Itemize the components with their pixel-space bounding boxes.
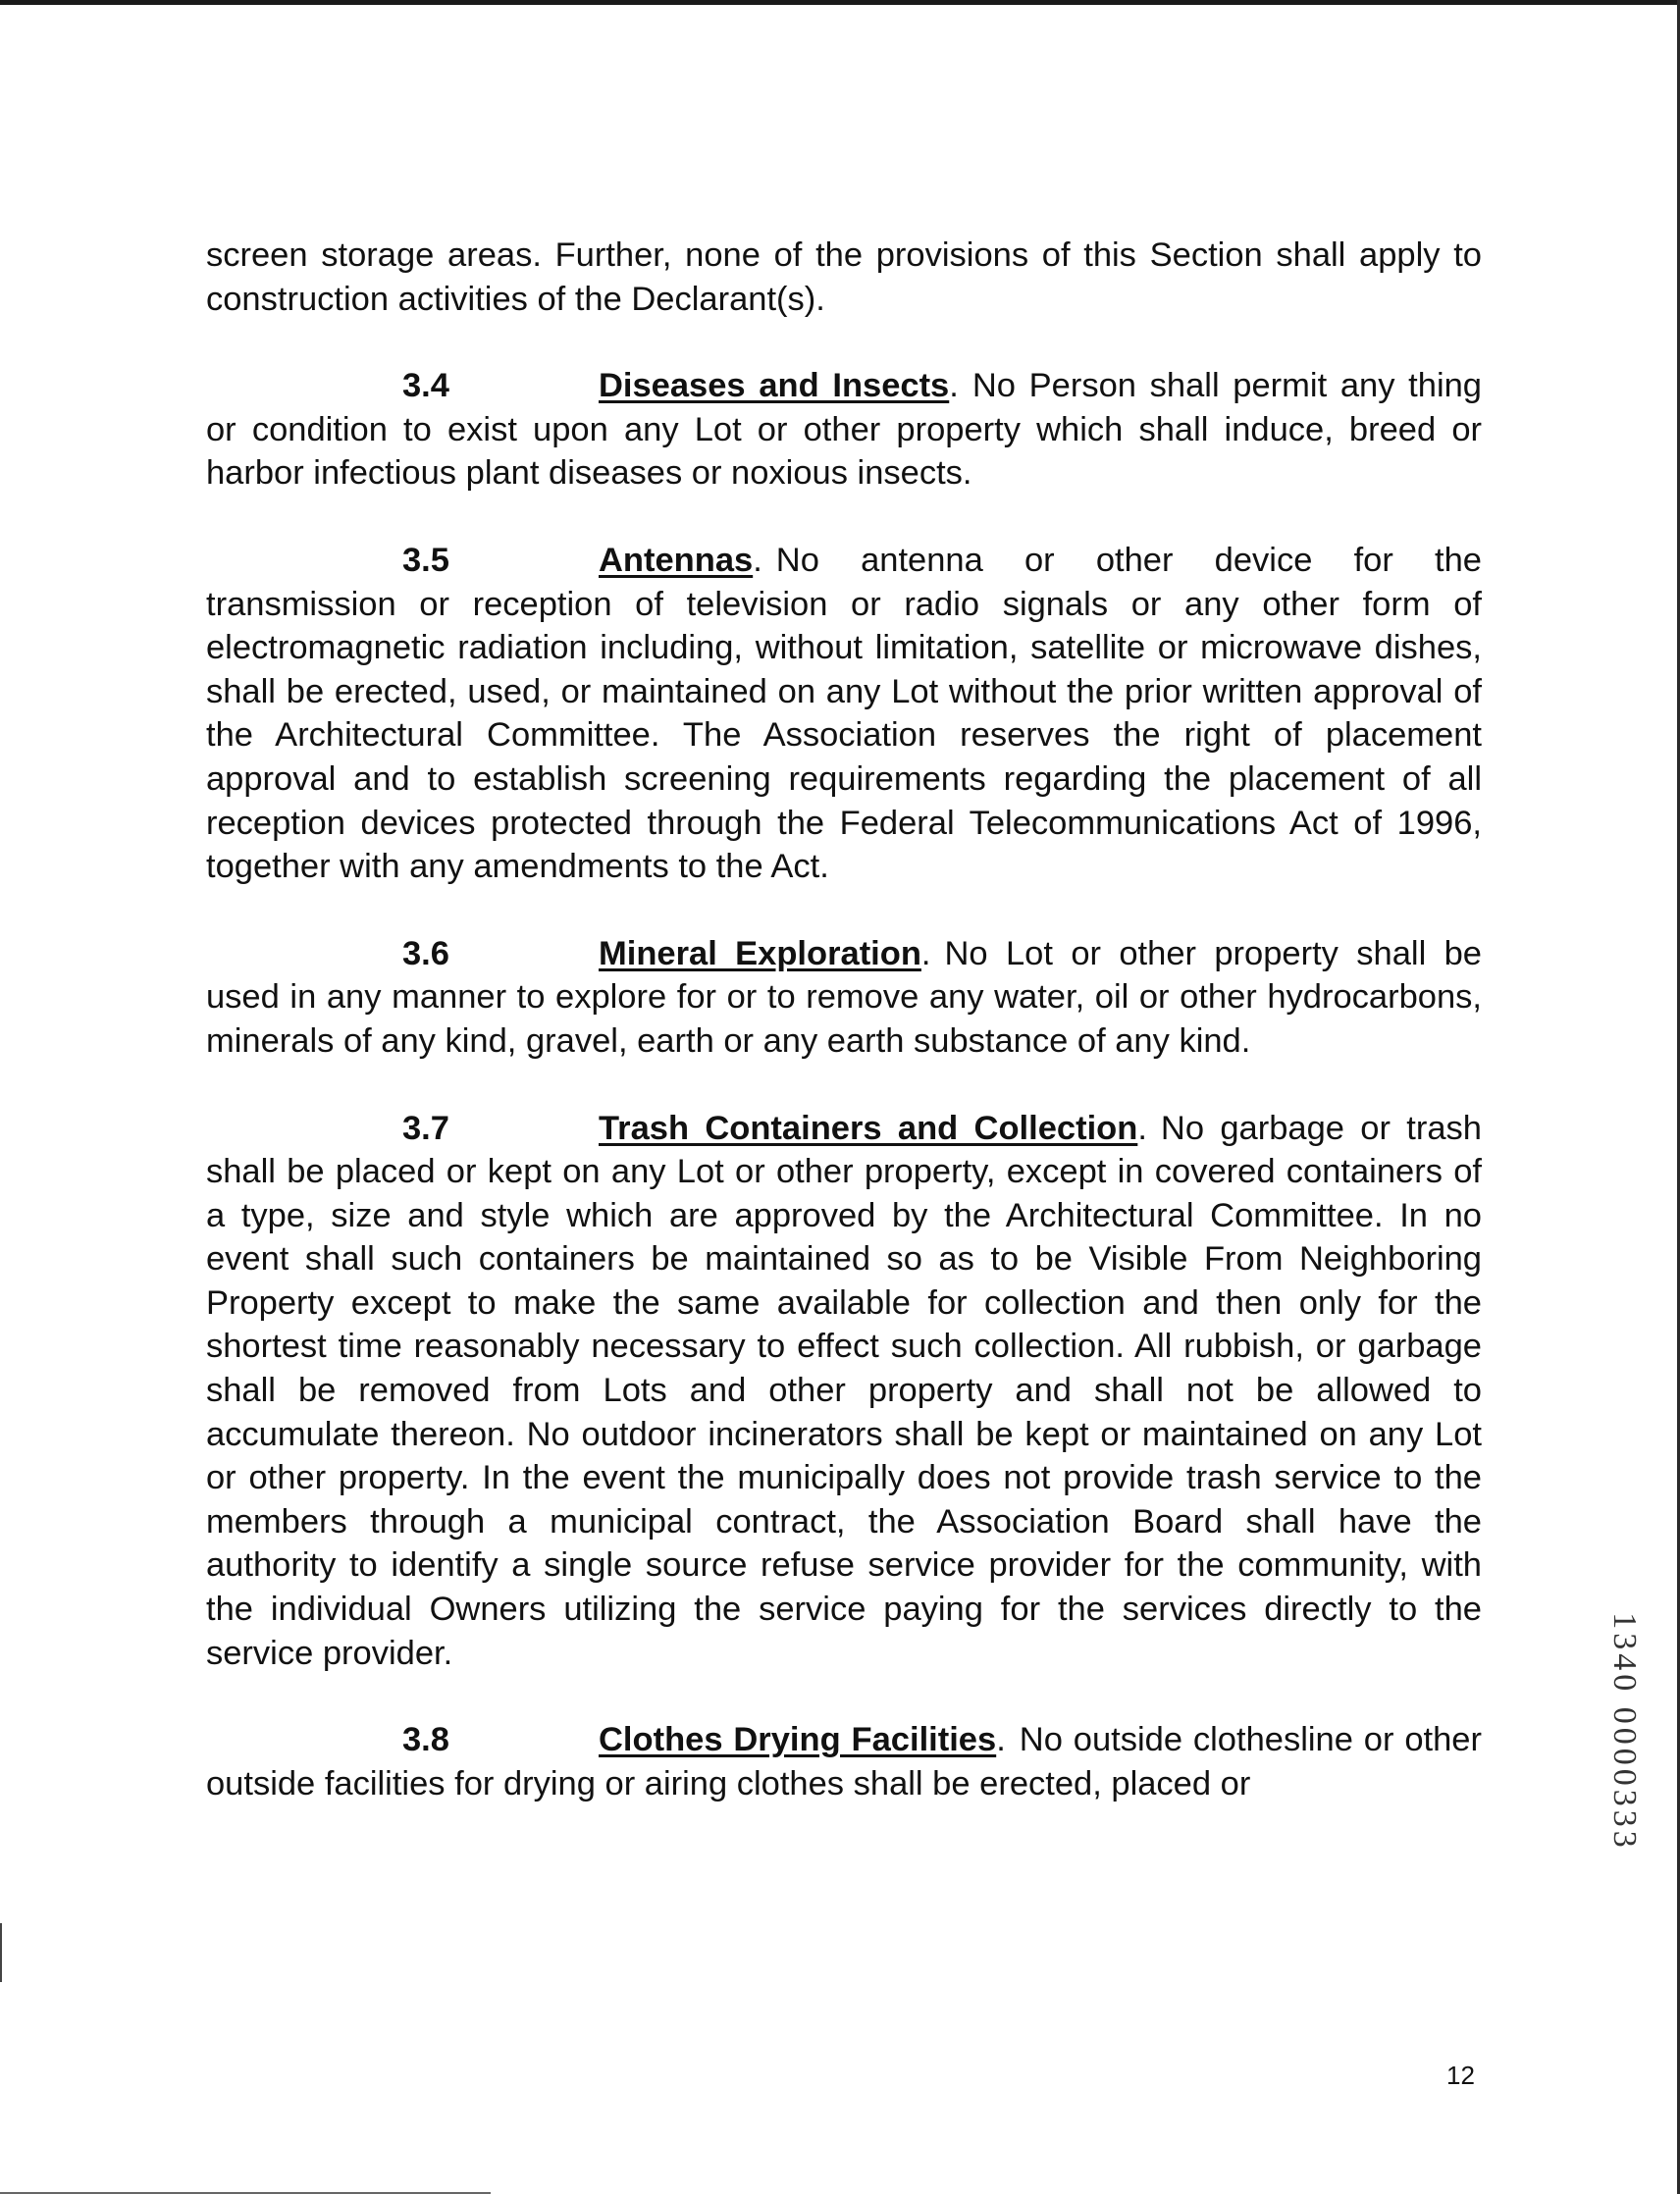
top-scan-border xyxy=(0,0,1680,5)
section-number: 3.6 xyxy=(402,934,449,972)
section-body: No antenna or other device for the transmission or reception of television or radio signals or any other form of electromagnetic radiation including, without limitation, satellite or microwave dishes, shall be erected, used, or maintained on any Lot without the prior written approval of the Architectural Committee. The Association reserves the right of placement approval and to establish screening requirements regarding the placement of all reception devices protected through the Federal Telecommunications Act of 1996, together with any amendments to the Act. xyxy=(206,541,1482,886)
title-period: . xyxy=(996,1721,1006,1759)
intro-paragraph: screen storage areas. Further, none of the provisions of this Section shall apply to construction activities of the Declarant(s). xyxy=(206,236,1482,318)
section-number: 3.4 xyxy=(402,367,449,405)
title-period: . xyxy=(753,541,762,579)
document-body xyxy=(206,234,1482,1805)
section-title: Trash Containers and Collection xyxy=(599,1109,1138,1147)
recording-stamp-number: 1340 0000333 xyxy=(1606,1612,1643,1852)
section-body: No Person shall permit any thing or condition to exist upon any Lot or other property which shall induce, breed or harbor infectious plant diseases or noxious insects. xyxy=(206,367,1482,493)
section-3-7 xyxy=(206,1107,1482,1676)
left-scan-mark xyxy=(0,1923,2,1982)
section-body: No garbage or trash shall be placed or kept on any Lot or other property, except in covered containers of a type, size and style which are approved by the Architectural Committee. In no event shall such containers be maintained so as to be Visible From Neighboring Property except to make the same available for collection and then only for the shortest time reasonably necessary to effect such collection. All rubbish, or garbage shall be removed from Lots and other property and shall not be allowed to accumulate thereon. No outdoor incinerators shall be kept or maintained on any Lot or other property. In the event the municipally does not provide trash service to the members through a municipal contract, the Association Board shall have the authority to identify a single source refuse service provider for the community, with the individual Owners utilizing the service paying for the services directly to the service provider. xyxy=(206,1109,1482,1672)
section-number: 3.7 xyxy=(402,1109,449,1147)
section-3-4 xyxy=(206,364,1482,496)
page-number: 12 xyxy=(1446,2061,1475,2090)
section-3-5 xyxy=(206,539,1482,889)
section-3-8 xyxy=(206,1718,1482,1805)
section-3-6 xyxy=(206,932,1482,1064)
section-number: 3.8 xyxy=(402,1721,449,1759)
section-title: Antennas xyxy=(599,541,754,579)
section-number: 3.5 xyxy=(402,541,449,579)
section-title: Clothes Drying Facilities xyxy=(599,1721,997,1759)
title-period: . xyxy=(920,934,931,972)
section-title: Diseases and Insects xyxy=(599,367,950,405)
section-body: No outside clothesline or other outside facilities for drying or airing clothes shall be erected, placed or xyxy=(206,1721,1482,1802)
section-body: No Lot or other property shall be used in any manner to explore for or to remove any water, oil or other hydrocarbons, minerals of any kind, gravel, earth or any earth substance of any kind. xyxy=(206,934,1482,1060)
title-period: . xyxy=(1137,1109,1147,1147)
section-title: Mineral Exploration xyxy=(599,934,921,972)
title-period: . xyxy=(949,367,959,405)
recording-stamp xyxy=(1595,1580,1654,1884)
